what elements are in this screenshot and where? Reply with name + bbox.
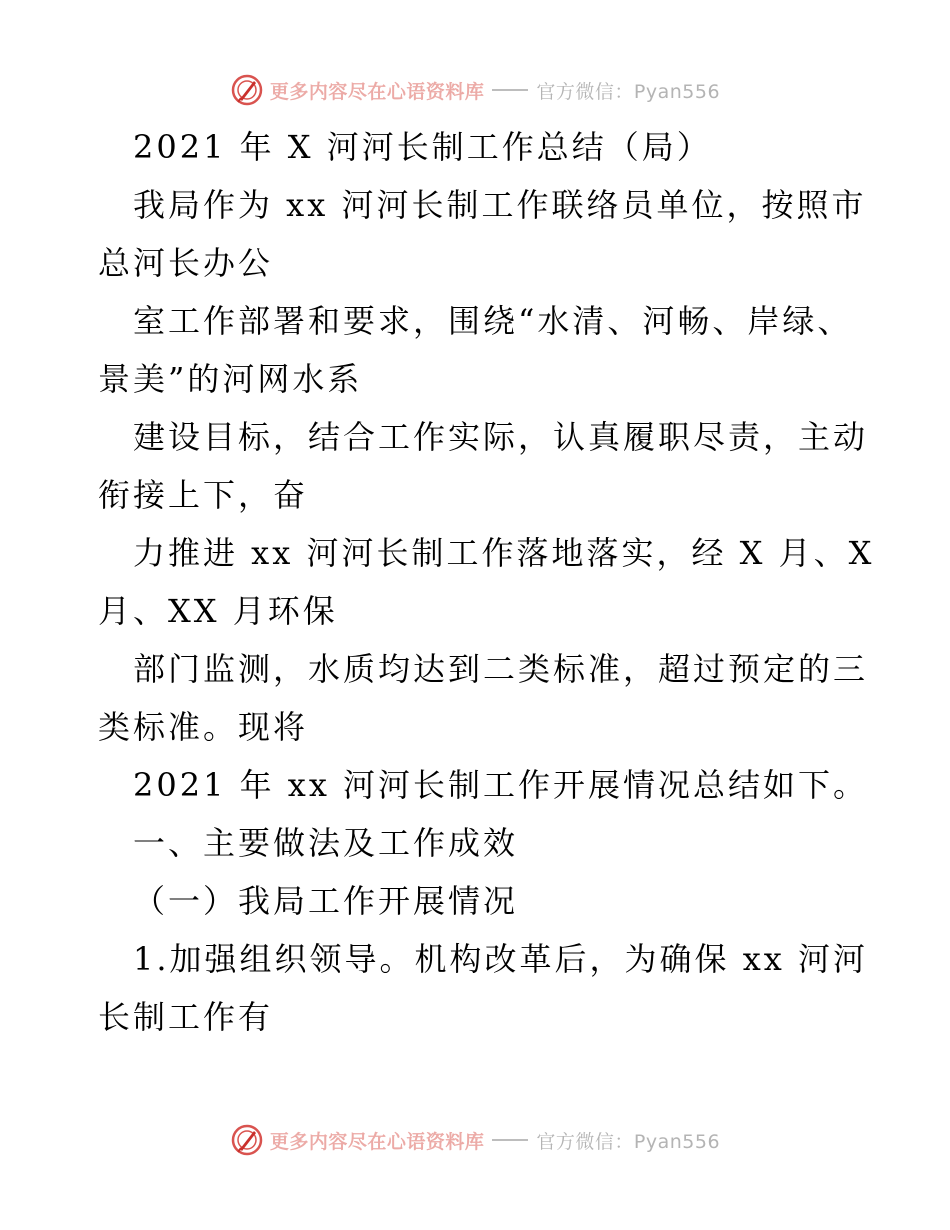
subsection-heading: （一）我局工作开展情况: [133, 882, 519, 920]
watermark-banner-top: [0, 70, 950, 110]
paragraph-line: 我局作为 xx 河河长制工作联络员单位，按照市: [133, 186, 867, 224]
quill-logo-icon: [230, 73, 264, 107]
paragraph-line: 室工作部署和要求，围绕“水清、河畅、岸绿、: [133, 302, 853, 340]
paragraph-line: 总河长办公: [98, 244, 274, 282]
paragraph-line: 类标准。现将: [98, 708, 309, 746]
paragraph-line: 建设目标，结合工作实际，认真履职尽责，主动: [133, 418, 869, 456]
watermark-wechat-text: 官方微信：Pyan556: [536, 1130, 721, 1153]
paragraph-line: 1.加强组织领导。机构改革后，为确保 xx 河河: [133, 940, 868, 978]
paragraph-line: 力推进 xx 河河长制工作落地落实，经 X 月、X: [133, 534, 875, 572]
quill-logo-icon: [230, 1123, 264, 1157]
watermark-wechat-text: 官方微信：Pyan556: [536, 80, 721, 103]
watermark-main-text: 更多内容尽在心语资料库: [269, 80, 485, 103]
paragraph-line: 长制工作有: [98, 998, 274, 1036]
paragraph-line: 景美”的河网水系: [98, 360, 363, 398]
paragraph-line: 部门监测，水质均达到二类标准，超过预定的三: [133, 650, 869, 688]
paragraph-line: 月、XX 月环保: [98, 592, 338, 630]
watermark-main-text: 更多内容尽在心语资料库: [269, 1130, 485, 1153]
watermark-dash: [492, 1139, 528, 1141]
section-heading: 一、主要做法及工作成效: [133, 824, 519, 862]
paragraph-line: 衔接上下，奋: [98, 476, 309, 514]
paragraph-line: 2021 年 xx 河河长制工作开展情况总结如下。: [133, 766, 869, 804]
document-title: 2021 年 X 河河长制工作总结（局）: [133, 128, 712, 166]
watermark-dash: [492, 89, 528, 91]
watermark-banner-bottom: [0, 1120, 950, 1160]
